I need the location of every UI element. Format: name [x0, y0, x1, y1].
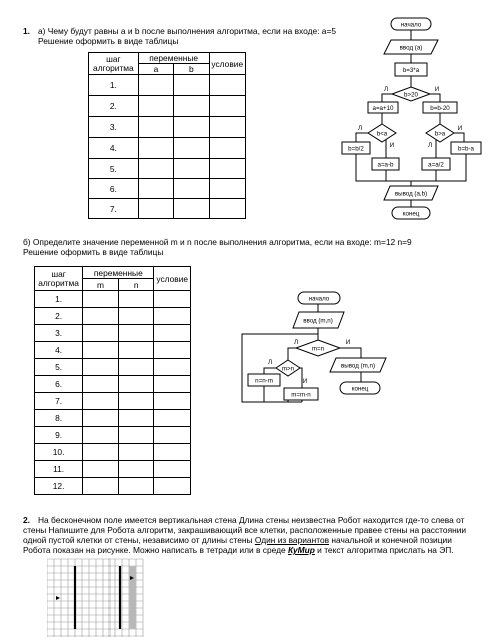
- condition-cell[interactable]: [209, 159, 245, 179]
- task2-line1: На бесконечном поле имеется вертикальная стена Длина стены неизвестна Робот находится где-то слева от: [38, 515, 465, 525]
- value-cell[interactable]: [174, 138, 209, 159]
- flow2-end-label: конец: [351, 385, 369, 393]
- flow2-inner-true-label: И: [302, 378, 308, 385]
- task1-number: 1.: [23, 26, 30, 36]
- header-variables: переменные: [83, 267, 154, 279]
- task2-line3: одной пустой клетки от стены, независимо от длины стены Один из вариантов начальной и конечной позиции: [23, 535, 452, 545]
- value-cell[interactable]: [118, 359, 154, 376]
- task1b-table: [34, 266, 191, 495]
- step-cell: 7.: [35, 393, 83, 410]
- flow-assign-label: b=3*a: [402, 67, 420, 74]
- variants-link[interactable]: Один из вариантов: [254, 535, 330, 545]
- value-cell[interactable]: [83, 461, 119, 478]
- value-cell[interactable]: [118, 308, 154, 325]
- value-cell[interactable]: [174, 117, 209, 138]
- value-cell[interactable]: [83, 427, 119, 444]
- value-cell[interactable]: [138, 179, 173, 199]
- header-var-b: b: [174, 64, 209, 75]
- flow-rr-label: b=b-a: [458, 145, 474, 153]
- value-cell[interactable]: [174, 75, 209, 96]
- flow-left-block-label: a=a+10: [372, 105, 394, 112]
- value-cell[interactable]: [174, 179, 209, 199]
- flow-cond-left-label: b<a: [376, 130, 388, 138]
- task1-instruction: Решение оформить в виде таблицы: [38, 36, 179, 46]
- step-cell: 6.: [89, 179, 139, 199]
- value-cell[interactable]: [83, 376, 119, 393]
- value-cell[interactable]: [174, 159, 209, 179]
- flow-ll-label: b=b/2: [348, 145, 364, 153]
- flow2-input-label: ввод (m,n): [303, 317, 333, 325]
- step-cell: 1.: [35, 291, 83, 308]
- condition-cell[interactable]: [154, 444, 191, 461]
- step-cell: 4.: [35, 342, 83, 359]
- condition-cell[interactable]: [209, 117, 245, 138]
- flow-rl-label: a=a/2: [428, 161, 444, 169]
- robot-icon: [56, 596, 60, 600]
- condition-cell[interactable]: [209, 75, 245, 96]
- value-cell[interactable]: [83, 325, 119, 342]
- condition-cell[interactable]: [209, 179, 245, 199]
- value-cell[interactable]: [83, 410, 119, 427]
- value-cell[interactable]: [83, 291, 119, 308]
- flow-cond-main-label: b>20: [404, 91, 418, 99]
- task2-line2: стены Напишите для Робота алгоритм, закрашивающий все клетки, расположенные правее стены на расстоянии: [23, 525, 467, 535]
- flow-start-label: начало: [400, 21, 422, 29]
- step-cell: 3.: [35, 325, 83, 342]
- step-cell: 1.: [89, 75, 139, 96]
- task1-question: а) Чему будут равны a и b после выполнения алгоритма, если на входе: a=5: [38, 26, 336, 36]
- value-cell[interactable]: [138, 75, 173, 96]
- condition-cell[interactable]: [154, 376, 191, 393]
- flow2-start-label: начало: [308, 295, 330, 303]
- flow-lr-label: a=a-b: [377, 161, 394, 169]
- value-cell[interactable]: [118, 291, 154, 308]
- value-cell[interactable]: [118, 342, 154, 359]
- step-cell: 9.: [35, 427, 83, 444]
- value-cell[interactable]: [118, 410, 154, 427]
- task2-number: 2.: [23, 515, 30, 525]
- header-condition: условие: [209, 53, 245, 75]
- value-cell[interactable]: [118, 376, 154, 393]
- condition-cell[interactable]: [154, 291, 191, 308]
- condition-cell[interactable]: [154, 427, 191, 444]
- header-step: шаг алгоритма: [35, 267, 83, 291]
- value-cell[interactable]: [138, 138, 173, 159]
- step-cell: 7.: [89, 199, 139, 219]
- flow-right-block-label: b=b-20: [430, 105, 450, 112]
- header-var-m: m: [83, 279, 119, 291]
- value-cell[interactable]: [174, 96, 209, 117]
- flow-end-label: конец: [402, 210, 420, 218]
- value-cell[interactable]: [118, 325, 154, 342]
- value-cell[interactable]: [174, 199, 209, 219]
- flow2-nm-label: n=n-m: [255, 377, 273, 385]
- robot-field-end: [108, 558, 168, 640]
- step-cell: 11.: [35, 461, 83, 478]
- condition-cell[interactable]: [154, 410, 191, 427]
- condition-cell[interactable]: [154, 461, 191, 478]
- header-var-a: a: [138, 64, 173, 75]
- header-variables: переменные: [138, 53, 209, 64]
- painted-column: [129, 566, 135, 628]
- condition-cell[interactable]: [154, 308, 191, 325]
- flow2-output-label: вывод (m,n): [340, 362, 376, 370]
- step-cell: 5.: [89, 159, 139, 179]
- flow2-main-true-label: И: [345, 339, 351, 346]
- flow-left-false-label: Л: [357, 125, 363, 132]
- flow2-inner-false-label: Л: [267, 359, 273, 366]
- value-cell[interactable]: [118, 461, 154, 478]
- flow2-cond-main-label: m=n: [311, 345, 325, 353]
- value-cell[interactable]: [83, 308, 119, 325]
- flow-right-false-label: Л: [427, 142, 433, 149]
- value-cell[interactable]: [118, 427, 154, 444]
- condition-cell[interactable]: [154, 325, 191, 342]
- condition-cell[interactable]: [209, 138, 245, 159]
- step-cell: 3.: [89, 117, 139, 138]
- value-cell[interactable]: [83, 393, 119, 410]
- value-cell[interactable]: [138, 199, 173, 219]
- step-cell: 5.: [35, 359, 83, 376]
- condition-cell[interactable]: [154, 478, 191, 495]
- task1b-question: б) Определите значение переменной m и n после выполнения алгоритма, если на входе: m=12 n=9: [23, 237, 412, 247]
- flow-left-true-label: И: [389, 142, 395, 149]
- value-cell[interactable]: [138, 96, 173, 117]
- flow-output-label: вывод (a,b): [394, 190, 428, 198]
- value-cell[interactable]: [118, 393, 154, 410]
- task1-table: [88, 52, 246, 219]
- value-cell[interactable]: [83, 478, 119, 495]
- task2-line4: Робота показан на рисунке. Можно написать в тетради или в среде КуМир и текст алгоритма прислать на ЭП.: [23, 545, 454, 555]
- step-cell: 6.: [35, 376, 83, 393]
- value-cell[interactable]: [83, 359, 119, 376]
- flow2-cond-inner-label: m>n: [281, 365, 295, 373]
- header-step: шаг алгоритма: [89, 53, 139, 75]
- step-cell: 4.: [89, 138, 139, 159]
- condition-cell[interactable]: [209, 199, 245, 219]
- step-cell: 2.: [35, 308, 83, 325]
- flow-main-true-label: И: [434, 86, 440, 93]
- value-cell[interactable]: [138, 159, 173, 179]
- flow2-main-false-label: Л: [293, 339, 299, 346]
- step-cell: 12.: [35, 478, 83, 495]
- flow-right-true-label: И: [457, 125, 463, 132]
- kumir-link[interactable]: КуМир: [287, 545, 315, 555]
- condition-cell[interactable]: [154, 359, 191, 376]
- task1b-instruction: Решение оформить в виде таблицы: [23, 247, 164, 257]
- flow-input-label: ввод (a): [399, 44, 423, 52]
- step-cell: 2.: [89, 96, 139, 117]
- condition-cell[interactable]: [209, 96, 245, 117]
- task1-flowchart: [330, 14, 495, 226]
- value-cell[interactable]: [118, 444, 154, 461]
- flow2-mm-label: m=m-n: [291, 391, 311, 399]
- condition-cell[interactable]: [154, 393, 191, 410]
- step-cell: 10.: [35, 444, 83, 461]
- value-cell[interactable]: [83, 342, 119, 359]
- task1b-flowchart: [236, 286, 396, 418]
- value-cell[interactable]: [118, 478, 154, 495]
- flow-main-false-label: Л: [383, 86, 389, 93]
- value-cell[interactable]: [83, 444, 119, 461]
- condition-cell[interactable]: [154, 342, 191, 359]
- header-condition: условие: [154, 267, 191, 291]
- header-var-n: n: [118, 279, 154, 291]
- step-cell: 8.: [35, 410, 83, 427]
- flow-cond-right-label: b>a: [434, 130, 446, 138]
- value-cell[interactable]: [138, 117, 173, 138]
